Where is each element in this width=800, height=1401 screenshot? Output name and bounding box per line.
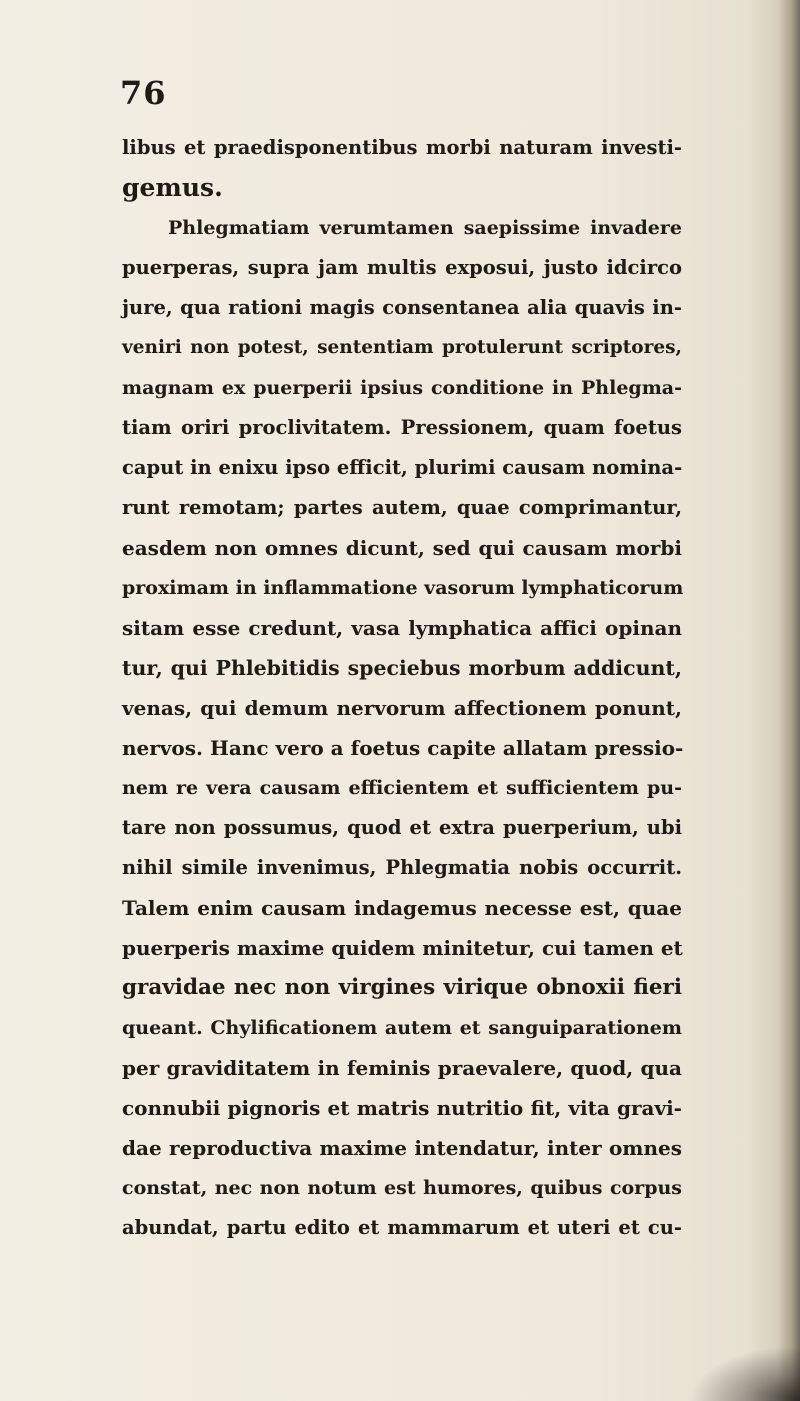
text-line: nihil simile invenimus, Phlegmatia nobis occurrit. xyxy=(122,856,682,879)
text-line: gemus. xyxy=(122,173,223,202)
text-line: sitam esse credunt, vasa lymphatica affici opinan xyxy=(122,616,682,640)
text-line: nervos. Hanc vero a foetus capite allatam pressio- xyxy=(122,736,684,760)
text-line: queant. Chylificationem autem et sanguiparationem xyxy=(122,1017,682,1039)
text-line: Phlegmatiam verumtamen saepissime invadere xyxy=(168,217,682,239)
text-line: jure, qua rationi magis consentanea alia quavis in- xyxy=(122,296,682,319)
text-line: gravidae nec non virgines virique obnoxii fieri xyxy=(122,975,682,1000)
page-number: 76 xyxy=(120,74,167,112)
text-line: veniri non potest, sententiam protulerunt scriptores, xyxy=(122,337,682,358)
text-line: tur, qui Phlebitidis speciebus morbum addicunt, xyxy=(122,656,682,680)
text-line: caput in enixu ipso efficit, plurimi causam nomina- xyxy=(122,456,683,479)
text-line: Talem enim causam indagemus necesse est, quae xyxy=(122,896,682,920)
text-line: easdem non omnes dicunt, sed qui causam morbi xyxy=(122,536,682,560)
text-line: per graviditatem in feminis praevalere, quod, qua xyxy=(122,1056,682,1080)
page-corner-shadow xyxy=(680,1341,800,1401)
text-line: nem re vera causam efficientem et sufficientem pu- xyxy=(122,777,682,799)
text-line: magnam ex puerperii ipsius conditione in Phlegma- xyxy=(122,377,682,399)
text-line: constat, nec non notum est humores, quibus corpus xyxy=(122,1177,682,1199)
page-edge-shadow xyxy=(778,0,800,1401)
text-line: tiam oriri proclivitatem. Pressionem, quam foetus xyxy=(122,416,682,439)
text-line: proximam in inflammatione vasorum lymphaticorum xyxy=(122,577,684,599)
text-line: venas, qui demum nervorum affectionem ponunt, xyxy=(122,696,682,720)
text-line: connubii pignoris et matris nutritio fit, vita gravi- xyxy=(122,1096,682,1120)
text-line: abundat, partu edito et mammarum et uteri et cu- xyxy=(122,1216,682,1239)
text-line: puerperis maxime quidem minitetur, cui tamen et xyxy=(122,936,683,960)
text-line: tare non possumus, quod et extra puerperium, ubi xyxy=(122,816,682,839)
text-line: puerperas, supra jam multis exposui, justo idcirco xyxy=(122,256,682,279)
text-line: runt remotam; partes autem, quae comprimantur, xyxy=(122,496,682,519)
text-line: libus et praedisponentibus morbi naturam investi- xyxy=(122,136,682,159)
text-line: dae reproductiva maxime intendatur, inter omnes xyxy=(122,1136,682,1160)
